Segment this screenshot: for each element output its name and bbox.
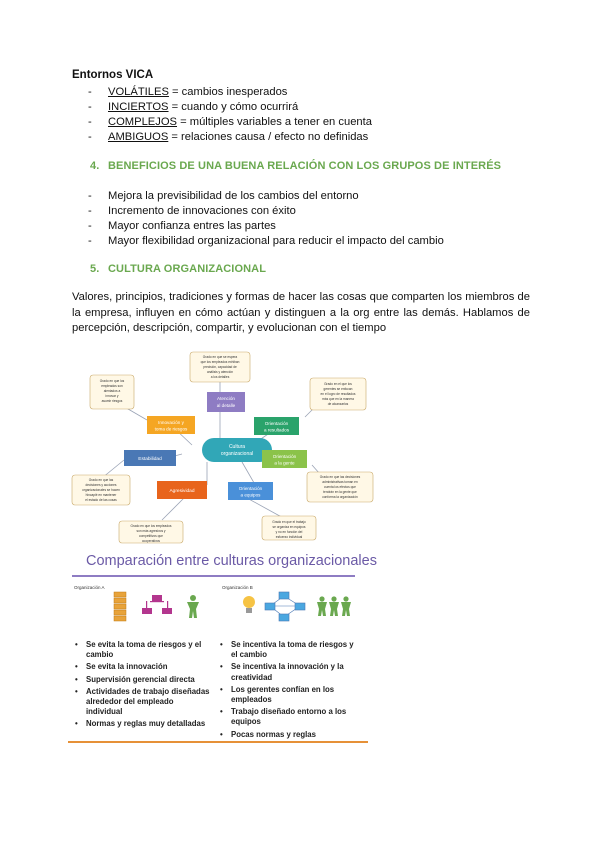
org-a-item: • Normas y reglas muy detalladas xyxy=(75,719,206,729)
network-icon xyxy=(265,592,305,621)
org-a-item: • Supervisión gerencial directa xyxy=(75,674,195,684)
node-innovacion-label: Innovación y xyxy=(158,420,184,425)
note-equipos-text: y no en función del xyxy=(275,530,303,534)
org-a-item: • Se evita la innovación xyxy=(75,662,168,672)
benefit-item: - Incremento de innovaciones con éxito xyxy=(88,205,296,217)
person-icon xyxy=(187,595,199,618)
note-gente-text: administrativas toman en xyxy=(322,480,358,484)
node-agresividad-label: Agresividad xyxy=(169,489,195,494)
note-equipos-text: Grado en que el trabajo xyxy=(272,520,306,524)
org-a-label: Organización A xyxy=(74,585,105,590)
note-atencion-text: que los empleados exhiban xyxy=(200,360,240,364)
note-gente-text: conforma la organización xyxy=(322,495,358,499)
node-gente-label: a la gente xyxy=(274,460,295,466)
note-resultados-text: gerentes se enfocan xyxy=(323,387,353,391)
node-atencion xyxy=(207,392,245,412)
note-agresividad-text: Grado en que los empleados xyxy=(130,524,172,528)
vica-term: AMBIGUOS xyxy=(108,131,169,143)
comparison-bottom-rule xyxy=(68,741,368,743)
org-a-list xyxy=(75,640,210,730)
section-4-heading: 4. BENEFICIOS DE UNA BUENA RELACIÓN CON LOS GRUPOS DE INTERÉS xyxy=(90,160,502,172)
vica-item: - VOLÁTILES = cambios inesperados xyxy=(88,86,288,98)
vica-term: COMPLEJOS xyxy=(108,116,178,128)
diagram-center-line: Cultura xyxy=(228,444,246,450)
note-agresividad-text: competitivos que xyxy=(139,534,163,538)
vica-term: INCIERTOS xyxy=(108,101,169,113)
note-innovacion-text: innovar y xyxy=(105,394,119,398)
note-atencion-text: precisión, capacidad de xyxy=(203,365,237,369)
vica-item: - INCIERTOS = cuando y cómo ocurrirá xyxy=(88,101,299,113)
vica-title: Entornos VICA xyxy=(72,69,154,81)
note-atencion-text: a los detalles xyxy=(210,375,230,379)
org-b-icons xyxy=(240,590,355,622)
note-equipos-text: esfuerzo individual xyxy=(275,535,303,539)
team-icon xyxy=(317,596,351,616)
node-atencion-label: al detalle xyxy=(216,403,236,408)
comparison-title-rule xyxy=(72,575,355,577)
node-estabilidad-label: Estabilidad xyxy=(138,457,162,462)
note-resultados-text: de alcanzarlos xyxy=(327,402,349,406)
lightbulb-icon xyxy=(243,596,255,613)
note-gente-text: tendrán en la gente que xyxy=(323,490,357,494)
org-a-item: • Actividades de trabajo diseñadas alrededor del empleado individual xyxy=(75,686,210,717)
org-b-item: • Se incentiva la toma de riesgos y el cambio xyxy=(220,640,354,660)
node-resultados-label: Orientación xyxy=(264,421,289,426)
section-5-heading: 5. CULTURA ORGANIZACIONAL xyxy=(90,263,267,275)
org-b-list xyxy=(220,640,360,740)
node-resultados-label: a resultados xyxy=(263,427,290,433)
org-b-item: • Se incentiva la innovación y la creatividad xyxy=(220,662,344,682)
node-gente-label: Orientación xyxy=(272,454,297,459)
node-equipos-label: a equipos xyxy=(240,492,261,498)
vica-item: - AMBIGUOS = relaciones causa / efecto no definidas xyxy=(88,131,369,143)
org-b-item: • Pocas normas y reglas xyxy=(220,729,316,739)
org-a-item: • Se evita la toma de riesgos y el cambio xyxy=(75,640,202,660)
note-innovacion-text: empleados son xyxy=(101,384,123,388)
note-estabilidad-text: Grado en que las xyxy=(88,478,114,482)
culture-diagram xyxy=(62,350,402,545)
vica-term: VOLÁTILES xyxy=(108,86,169,98)
benefit-item: - Mejora la previsibilidad de los cambios del entorno xyxy=(88,190,359,202)
note-gente-text: cuenta los efectos que xyxy=(324,485,356,489)
org-chart-icon xyxy=(142,595,172,614)
note-innovacion-text: Grado en que los xyxy=(99,379,125,383)
benefit-item: - Mayor flexibilidad organizacional para reducir el impacto del cambio xyxy=(88,235,444,247)
node-atencion-label: Atención xyxy=(217,396,235,401)
note-gente-text: Grado en que las decisiones xyxy=(319,475,361,479)
note-estabilidad-text: decisiones y acciones xyxy=(85,483,117,487)
note-resultados-text: Grado en el que los xyxy=(324,382,352,386)
org-b-item: • Trabajo diseñado entorno a los equipos xyxy=(220,707,347,727)
org-b-label: Organización B xyxy=(222,585,253,590)
note-resultados-text: en el logro de resultados xyxy=(320,392,356,396)
benefit-item: - Mayor confianza entres las partes xyxy=(88,220,276,232)
org-b-item: • Los gerentes confían en los empleados xyxy=(220,684,335,705)
note-equipos-text: se organiza en equipos xyxy=(272,525,306,529)
diagram-center xyxy=(202,438,272,462)
culture-paragraph: Valores, principios, tradiciones y formas de hacer las cosas que comparten los miembros de la empresa, influyen en cómo actúan y distinguen a la org entre las demás. Hablamos de percepción, descripción, compartir, y evolucionan con el tiempo xyxy=(72,291,530,335)
vica-item: - COMPLEJOS = múltiples variables a tener en cuenta xyxy=(88,116,372,128)
note-atencion-text: Grado en que se espera xyxy=(202,355,238,359)
stacked-blocks-icon xyxy=(114,592,126,621)
note-agresividad-text: son más agresivos y xyxy=(136,529,166,533)
node-innovacion-label: toma de riesgos xyxy=(154,426,188,432)
note-resultados-text: más que en la manera xyxy=(322,397,354,401)
note-innovacion-text: asumir riesgos xyxy=(101,399,123,403)
diagram-center-line: organizacional xyxy=(220,451,254,457)
org-a-icons xyxy=(110,590,210,622)
note-agresividad-text: cooperativos xyxy=(141,539,161,543)
note-estabilidad-text: el estado de las cosas xyxy=(85,498,117,502)
note-atencion-text: análisis y atención xyxy=(206,370,234,374)
note-estabilidad-text: organizacionales se hacen xyxy=(82,488,120,492)
note-innovacion-text: alentados a xyxy=(103,389,121,393)
note-estabilidad-text: hincapié en mantener xyxy=(85,493,117,497)
node-equipos-label: Orientación xyxy=(238,486,263,491)
comparison-title: Comparación entre culturas organizacionales xyxy=(86,553,377,569)
